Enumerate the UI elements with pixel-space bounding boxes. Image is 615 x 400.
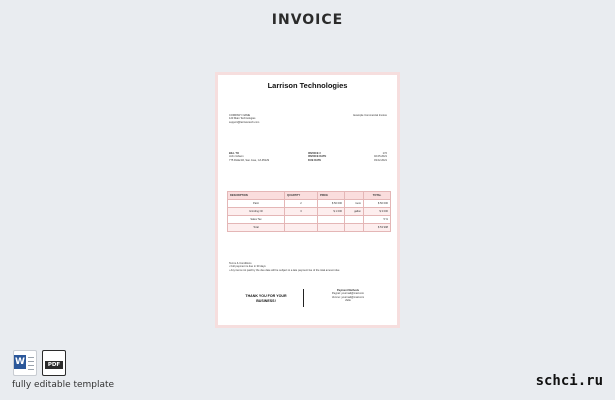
word-letter: W (15, 357, 25, 367)
table-header-cell: QUANTITY (285, 192, 318, 200)
table-cell: $ 50 000 (364, 200, 391, 208)
table-cell: room (345, 200, 364, 208)
table-header-cell: TOTAL (364, 192, 391, 200)
bill-to-label: BILL TO (229, 152, 239, 155)
sender-line: 123 Main Technologies (229, 117, 256, 121)
table-row (228, 224, 391, 232)
company-name: Larrison Technologies (267, 81, 348, 90)
sender-line: support@larrisontech.com (229, 120, 260, 124)
table-cell (285, 224, 318, 232)
table-header-cell (345, 192, 364, 200)
table-header-row (228, 192, 391, 200)
table-cell (285, 216, 318, 224)
table-row (228, 216, 391, 224)
pdf-file-icon (42, 350, 66, 376)
brand-logo: schci.ru (535, 373, 603, 389)
thank-you-note (238, 294, 294, 304)
table-cell (318, 224, 345, 232)
invoice-meta-values (374, 152, 387, 162)
bill-to-name: John Gibson (229, 155, 244, 159)
sender-block (229, 114, 259, 124)
payment-title: Payment Methods (336, 289, 360, 292)
table-cell: 3 (285, 208, 318, 216)
invoice-number-label: INVOICE # (308, 152, 321, 155)
terms-block (229, 262, 340, 272)
page-title: INVOICE (271, 12, 344, 28)
thank-you-line: BUSINESS! (256, 299, 276, 303)
table-cell: 2 (285, 200, 318, 208)
table-row (228, 200, 391, 208)
line-items-table (227, 191, 391, 232)
invoice-date-value: 02.05.2021 (374, 155, 387, 159)
table-cell: Grinding Oil (228, 208, 285, 216)
terms-title: Terms & Conditions (229, 262, 252, 265)
table-cell (345, 216, 364, 224)
bill-to-address: 775 Rolla Rd, San Jose, CA 95129 (229, 158, 270, 162)
due-date-label: DUE DATE (308, 158, 322, 162)
payment-line: Venmo: yourmail@mail.com (331, 295, 365, 299)
divider (303, 289, 304, 307)
payment-line: Zelle (345, 299, 351, 303)
tagline: fully editable template (12, 380, 115, 390)
document-type: Example Commercial Invoice (353, 114, 387, 117)
table-cell: Total (228, 224, 285, 232)
invoice-number-value: 172 (382, 152, 387, 155)
invoice-date-label: INVOICE DATE (308, 155, 327, 159)
payment-methods (313, 289, 383, 303)
thank-you-line: THANK YOU FOR YOUR (245, 294, 287, 298)
due-date-value: 03.02.2021 (374, 158, 387, 162)
terms-line: • Full payment is due in 30 days (229, 265, 266, 269)
invoice-meta-labels (308, 152, 326, 162)
table-cell: $ 50 000 (318, 200, 345, 208)
table-cell: gallon (345, 208, 364, 216)
payment-line: Paypal: yourmail@mail.com (331, 292, 365, 296)
table-cell: $ 3 000 (364, 208, 391, 216)
table-cell: 5 % (364, 216, 391, 224)
table-cell: $ 53 998 (364, 224, 391, 232)
table-cell (345, 224, 364, 232)
sender-line: COMPANY NAME (229, 114, 251, 117)
table-cell: $ 1 000 (318, 208, 345, 216)
word-file-icon (13, 350, 37, 376)
table-header-cell: DESCRIPTION (228, 192, 285, 200)
terms-line: • Any items not paid by the due date will be subject to a late payment fee of the total amount due (229, 268, 340, 272)
table-cell: Sales Tax (228, 216, 285, 224)
table-cell: Paint (228, 200, 285, 208)
invoice-document (215, 72, 400, 328)
bill-to-block (229, 152, 269, 162)
table-row (228, 208, 391, 216)
table-header-cell: PRICE (318, 192, 345, 200)
pdf-label: PDF (45, 361, 63, 369)
table-cell (318, 216, 345, 224)
